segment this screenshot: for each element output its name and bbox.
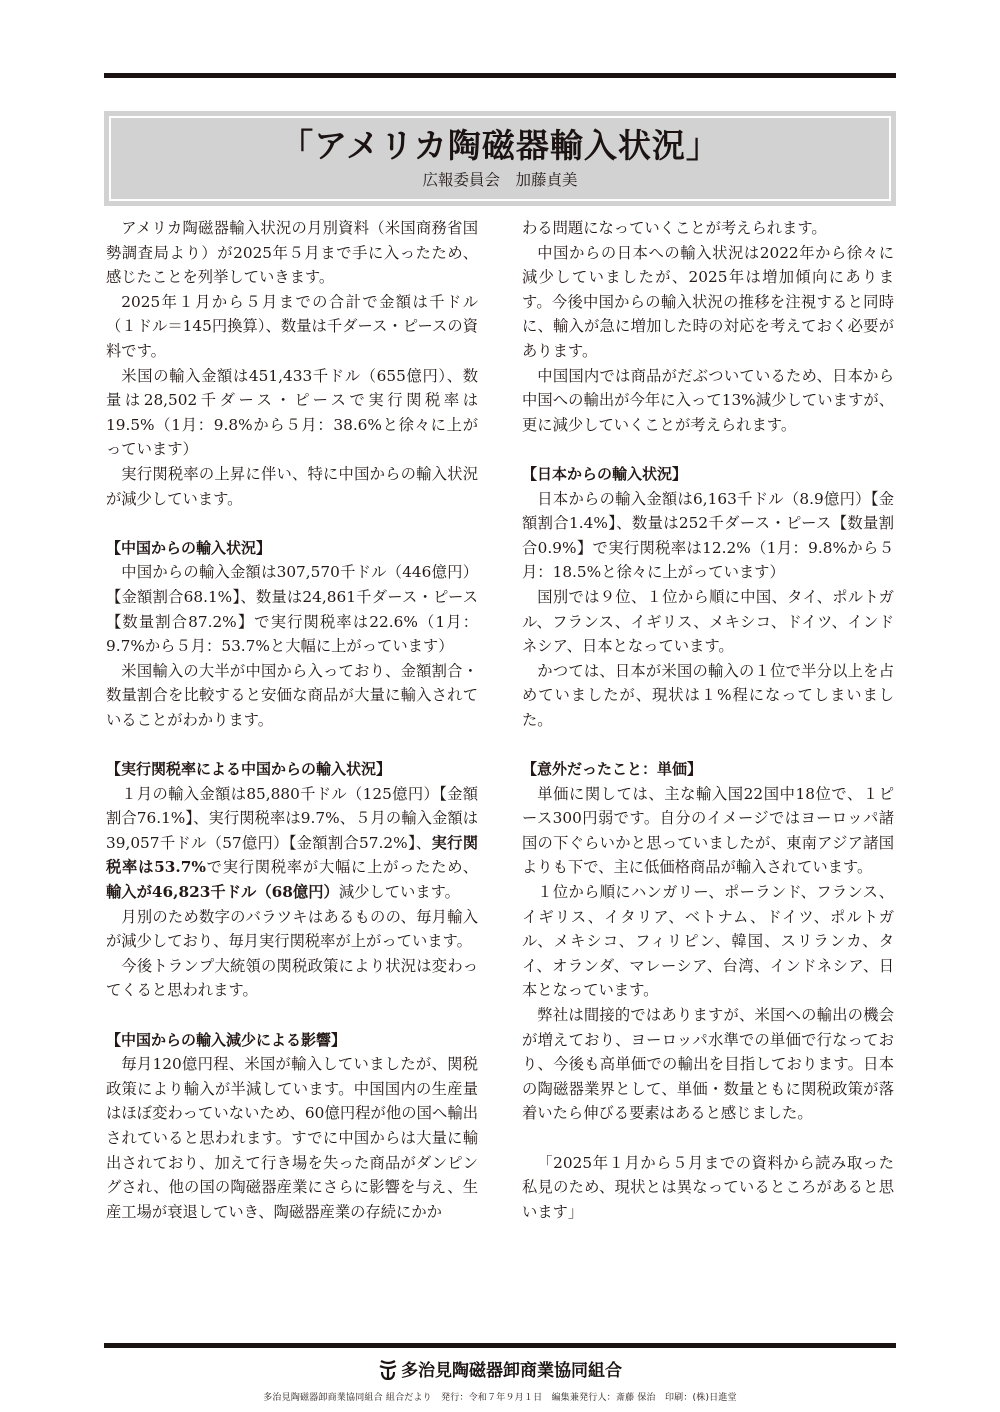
spacer bbox=[106, 732, 478, 757]
top-rule bbox=[104, 73, 896, 78]
footer bbox=[104, 1356, 896, 1403]
spacer bbox=[522, 732, 894, 757]
section-heading-japan: 【日本からの輸入状況】 bbox=[522, 464, 688, 483]
body-paragraph: 単価に関しては、主な輸入国22国中18位で、１ピース300円弱です。自分のイメージではヨーロッパ諸国の下ぐらいかと思っていましたが、東南アジア諸国よりも下で、主に低価格商品が輸入されています。 bbox=[522, 784, 894, 877]
intro-paragraph: 米国の輸入金額は451,433千ドル（655億円）、数量は28,502千ダース・ピースで実行関税率は19.5%（1月：9.8%から５月：38.6%と徐々に上がっています） bbox=[106, 366, 478, 459]
spacer bbox=[106, 511, 478, 536]
organization-name: 多治見陶磁器卸商業協同組合 bbox=[401, 1361, 622, 1381]
section-heading-tariff: 【実行関税率による中国からの輸入状況】 bbox=[106, 760, 392, 779]
body-paragraph: 毎月120億円程、米国が輸入していましたが、関税政策により輸入が半減しています。中国国内の生産量はほぼ変わっていないため、60億円程が他の国へ輸出されていると思われます。すでに中国からは大量に輸出されており、加えて行き場を失った商品がダンピングされ、他の国の陶磁器産業にさらに影響を与え、生産工場が衰退していき、陶磁器産業の存続にかか bbox=[106, 1055, 478, 1221]
section-heading-unit-price: 【意外だったこと：単価】 bbox=[522, 760, 703, 779]
text-run: で実行関税率が大幅に上がったため、 bbox=[205, 858, 479, 877]
title-box bbox=[104, 111, 896, 206]
left-column bbox=[106, 216, 478, 1224]
spacer bbox=[106, 1003, 478, 1028]
intro-paragraph: アメリカ陶磁器輸入状況の月別資料（米国商務省国勢調査局より）が2025年５月まで手に入ったため、感じたことを列挙していきます。 bbox=[106, 219, 478, 287]
intro-paragraph: 2025年１月から５月までの合計で金額は千ドル（１ドル＝145円換算）、数量は千ダース・ピースの資料です。 bbox=[106, 292, 478, 360]
body-paragraph: かつては、日本が米国の輸入の１位で半分以上を占めていましたが、現状は１%程になってしまいました。 bbox=[522, 661, 894, 729]
article-byline: 広報委員会 加藤貞美 bbox=[422, 171, 578, 190]
body-paragraph: 中国からの日本への輸入状況は2022年から徐々に減少していましたが、2025年は増加傾向にあります。今後中国からの輸入状況の推移を注視すると同時に、輸入が急に増加した時の対応を考えておく必要があります。 bbox=[522, 243, 894, 360]
body-paragraph: 日本からの輸入金額は6,163千ドル（8.9億円）【金額割合1.4%】、数量は252千ダース・ピース【数量割合0.9%】で実行関税率は12.2%（1月：9.8%から５月：18.5%と徐々に上がっています） bbox=[522, 489, 894, 582]
intro-paragraph: 実行関税率の上昇に伴い、特に中国からの輸入状況が減少しています。 bbox=[106, 464, 478, 508]
body-paragraph: 米国輸入の大半が中国から入っており、金額割合・数量割合を比較すると安価な商品が大量に輸入されていることがわかります。 bbox=[106, 661, 478, 729]
article-title: 「アメリカ陶磁器輸入状況」 bbox=[280, 125, 720, 165]
colophon: 多治見陶磁器卸商業協同組合 組合だより 発行：令和７年９月１日 編集兼発行人：斎藤 保治 印刷：(株)日進堂 bbox=[263, 1392, 737, 1403]
right-column bbox=[522, 216, 894, 1224]
bold-text-run: 輸入が46,823千ドル（68億円） bbox=[106, 883, 339, 902]
body-paragraph-mixed bbox=[106, 782, 478, 905]
section-heading-china: 【中国からの輸入状況】 bbox=[106, 538, 272, 557]
body-paragraph: 国別では９位、１位から順に中国、タイ、ポルトガル、フランス、イギリス、メキシコ、ドイツ、インドネシア、日本となっています。 bbox=[522, 587, 894, 656]
text-run: １月の輸入金額は85,880千ドル（125億円）【金額割合76.1%】、実行関税率は9.7%、５月の輸入金額は39,057千ドル（57億円）【金額割合57.2%】、 bbox=[106, 784, 478, 852]
body-paragraph: 中国からの輸入金額は307,570千ドル（446億円）【金額割合68.1%】、数量は24,861千ダース・ピース【数量割合87.2%】で実行関税率は22.6%（1月：9.7%から５月：53.7%と大幅に上がっています） bbox=[106, 563, 478, 656]
closing-note: 「2025年１月から５月までの資料から読み取った私見のため、現状とは異なっているところがあると思います」 bbox=[522, 1153, 894, 1221]
organization-lockup bbox=[378, 1356, 622, 1381]
body-paragraph: 今後トランプ大統領の関税政策により状況は変わってくると思われます。 bbox=[106, 956, 478, 1000]
body-paragraph: 月別のため数字のバラツキはあるものの、毎月輸入が減少しており、毎月実行関税率が上がっています。 bbox=[106, 907, 478, 951]
continuation-paragraph: わる問題になっていくことが考えられます。 bbox=[522, 219, 827, 237]
text-run: 減少しています。 bbox=[338, 883, 460, 902]
spacer bbox=[522, 1126, 894, 1151]
title-inner bbox=[109, 116, 891, 201]
bottom-rule bbox=[104, 1343, 896, 1348]
section-heading-impact: 【中国からの輸入減少による影響】 bbox=[106, 1030, 347, 1049]
body-paragraph: 弊社は間接的ではありますが、米国への輸出の機会が増えており、ヨーロッパ水準での単価で行なっており、今後も高単価での輸出を目指しております。日本の陶磁器業界として、単価・数量ともに関税政策が落着いたら伸びる要素はあると感じました。 bbox=[522, 1006, 894, 1123]
body-paragraph: 中国国内では商品がだぶついているため、日本から中国への輸出が今年に入って13%減少していますが、更に減少していくことが考えられます。 bbox=[522, 366, 894, 434]
spacer bbox=[522, 437, 894, 462]
bold-text-run: 実行関税率は53.7% bbox=[106, 833, 478, 877]
body-paragraph: １位から順にハンガリー、ポーランド、フランス、イギリス、イタリア、ベトナム、ドイツ、ポルトガル、メキシコ、フィリピン、韓国、スリランカ、タイ、オランダ、マレーシア、台湾、インドネシア、日本となっています。 bbox=[522, 883, 894, 1000]
cooperative-emblem-icon bbox=[378, 1358, 398, 1380]
